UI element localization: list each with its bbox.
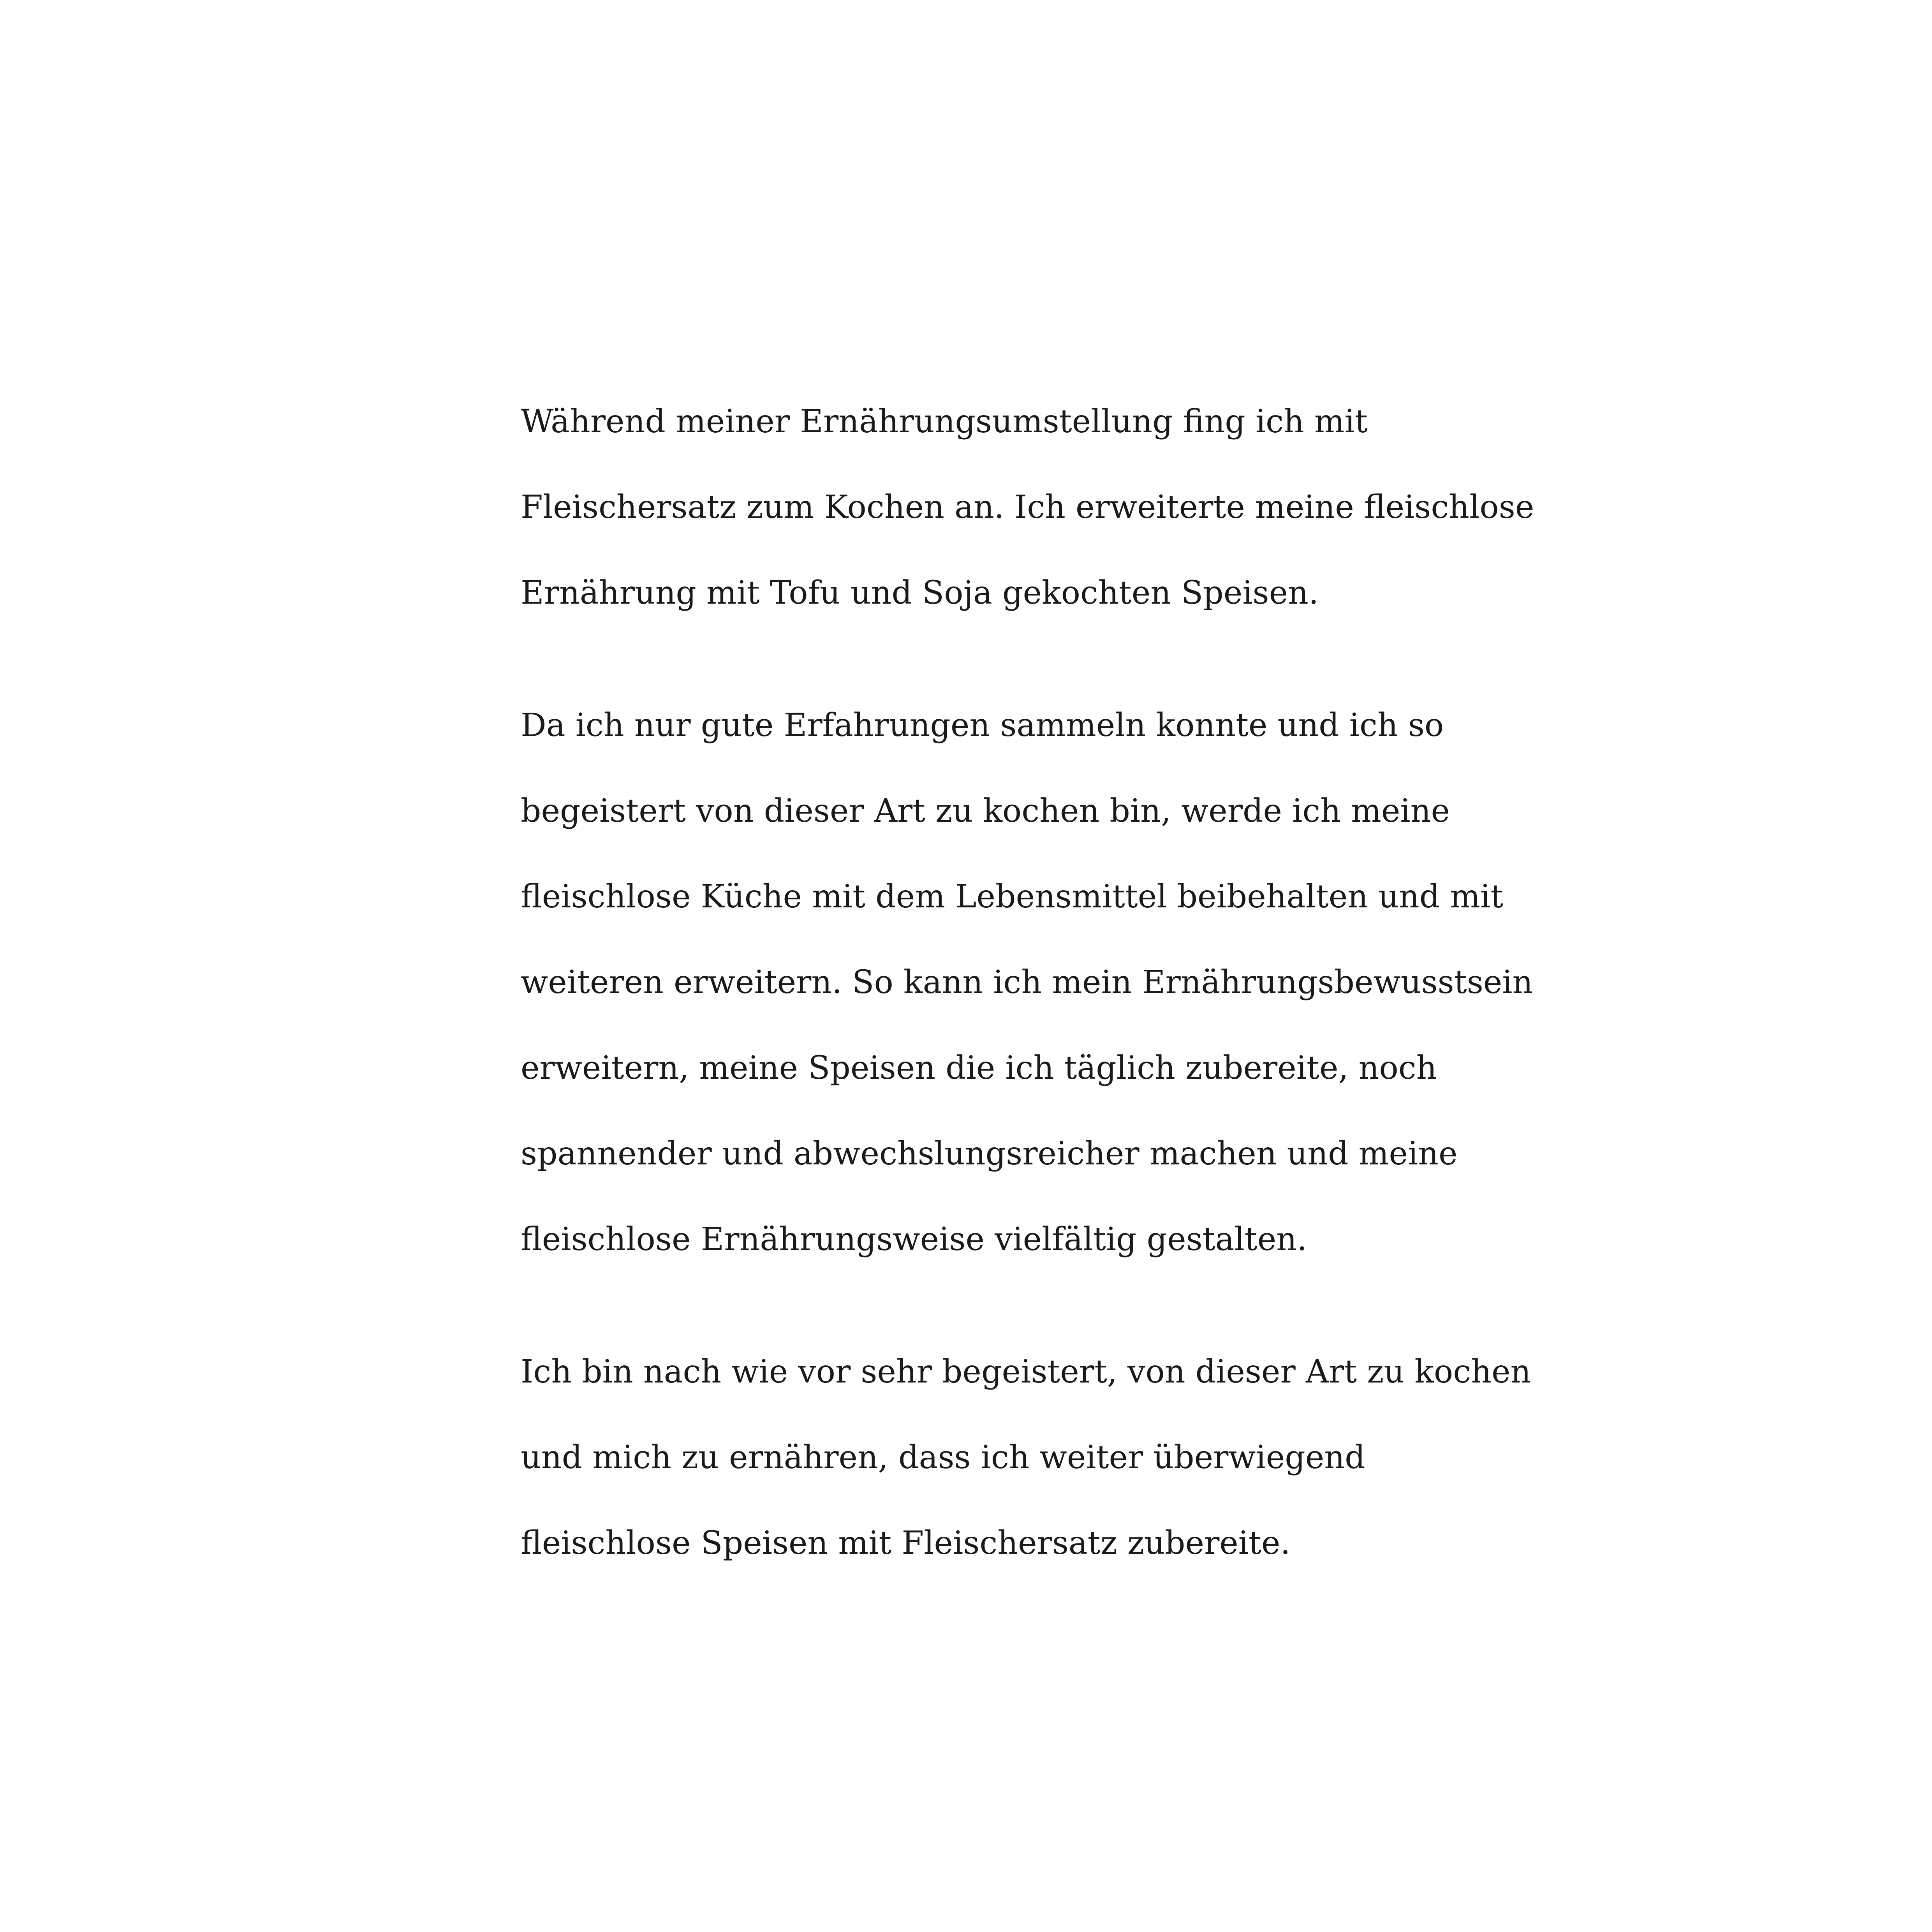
text-line: fleischlose Speisen mit Fleischersatz zubereite. xyxy=(521,1525,1291,1562)
text-line: fleischlose Küche mit dem Lebensmittel beibehalten und mit xyxy=(521,878,1504,915)
text-line: Während meiner Ernährungsumstellung fing ich mit xyxy=(521,403,1368,440)
text-line: spannender und abwechslungsreicher machen und meine xyxy=(521,1135,1458,1172)
text-line: Ernährung mit Tofu und Soja gekochten Speisen. xyxy=(521,574,1319,611)
text-line: erweitern, meine Speisen die ich täglich zubereite, noch xyxy=(521,1050,1437,1087)
text-line: Da ich nur gute Erfahrungen sammeln konnte und ich so xyxy=(521,707,1444,744)
text-line: und mich zu ernähren, dass ich weiter überwiegend xyxy=(521,1439,1365,1476)
text-line: fleischlose Ernährungsweise vielfältig gestalten. xyxy=(521,1221,1307,1258)
text-line: Ich bin nach wie vor sehr begeistert, von dieser Art zu kochen xyxy=(521,1353,1531,1390)
text-line: Fleischersatz zum Kochen an. Ich erweiterte meine fleischlose xyxy=(521,489,1534,526)
text-line: begeistert von dieser Art zu kochen bin, werde ich meine xyxy=(521,793,1450,830)
text-line: weiteren erweitern. So kann ich mein Ernährungsbewusstsein xyxy=(521,964,1533,1001)
